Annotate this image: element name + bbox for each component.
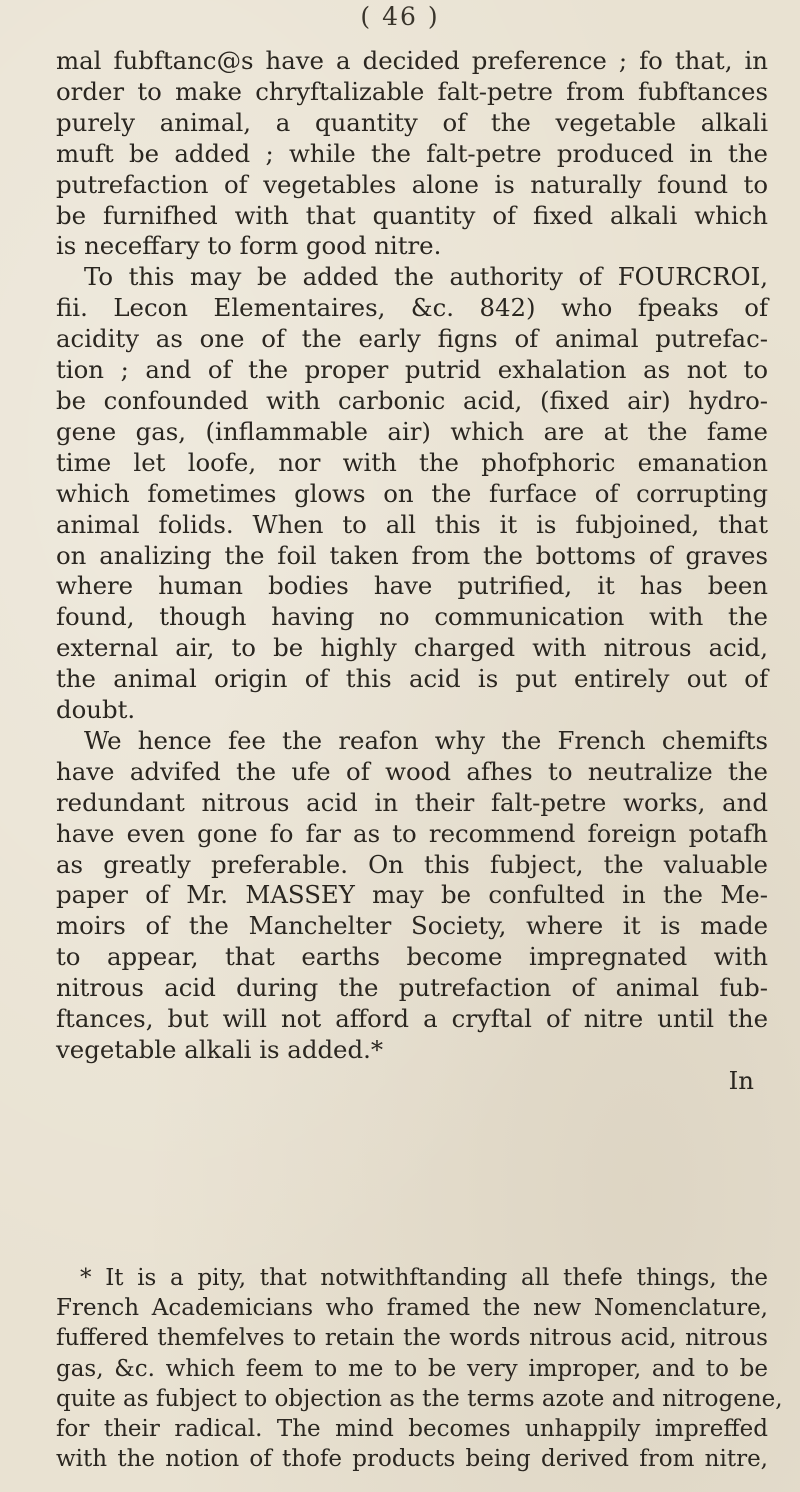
page-number: ( 46 ) (360, 2, 440, 31)
text-line: gene gas, (inflammable air) which are at the fame (56, 416, 768, 446)
text-line: external air, to be highly charged with nitrous acid, (56, 633, 768, 663)
text-line: is neceffary to form good nitre. (56, 231, 442, 261)
text-line: which fometimes glows on the furface of corrupting (56, 478, 768, 508)
catchword: In (728, 1065, 754, 1095)
text-line: animal folids. When to all this it is fubjoined, that (56, 509, 768, 539)
text-line: as greatly preferable. On this fubject, the valuable (56, 849, 768, 879)
text-line: order to make chryftalizable falt-petre from fubftances (56, 76, 768, 106)
footnote-line: fuffered themfelves to retain the words nitrous acid, nitrous (56, 1325, 768, 1352)
footnote-line: for their radical. The mind becomes unhappily impreffed (56, 1416, 768, 1443)
text-line: doubt. (56, 695, 136, 725)
text-line: nitrous acid during the putrefaction of animal fub- (56, 973, 768, 1003)
text-line: the animal origin of this acid is put entirely out of (56, 664, 768, 694)
text-line: have advifed the ufe of wood afhes to neutralize the (56, 756, 768, 786)
footnote-line: quite as fubject to objection as the terms azote and nitrogene, (56, 1385, 783, 1412)
text-line: purely animal, a quantity of the vegetable alkali (56, 107, 768, 137)
paragraph-start-line: To this may be added the authority of FOURCROI, (84, 262, 768, 292)
text-line: have even gone fo far as to recommend foreign potafh (56, 818, 768, 848)
text-line: moirs of the Manchelter Society, where it is made (56, 911, 768, 941)
text-line: vegetable alkali is added.* (56, 1035, 384, 1064)
text-line: found, though having no communication with the (56, 602, 768, 632)
footnote-line: with the notion of thofe products being derived from nitre, (56, 1446, 768, 1473)
main-text (56, 46, 768, 1097)
text-line: where human bodies have putrified, it has been (56, 571, 768, 601)
footnote-line: * It is a pity, that notwithftanding all thefe things, the (80, 1265, 768, 1291)
text-line: fii. Lecon Elementaires, &c. 842) who fpeaks of (56, 293, 768, 323)
text-line: mal fubftanc@s have a decided preference ; fo that, in (56, 46, 768, 75)
text-line: to appear, that earths become impregnated with (56, 942, 768, 972)
text-line: ftances, but will not afford a cryftal of nitre until the (56, 1004, 768, 1034)
text-line: on analizing the foil taken from the bottoms of graves (56, 540, 768, 570)
text-line: acidity as one of the early figns of animal putrefac- (56, 324, 768, 354)
text-line: paper of Mr. MASSEY may be confulted in the Me- (56, 880, 768, 910)
paragraph-start-line: We hence fee the reafon why the French chemifts (84, 725, 768, 755)
text-line: be furnifhed with that quantity of fixed alkali which (56, 200, 768, 230)
footnote (56, 1263, 783, 1474)
text-line: tion ; and of the proper putrid exhalation as not to (56, 355, 768, 385)
text-line: be confounded with carbonic acid, (fixed air) hydro- (56, 385, 768, 415)
footnote-line: gas, &c. which feem to me to be very improper, and to be (56, 1355, 768, 1382)
text-line: redundant nitrous acid in their falt-petre works, and (56, 787, 768, 817)
text-line: putrefaction of vegetables alone is naturally found to (56, 169, 768, 199)
footnote-line: French Academicians who framed the new Nomenclature, (56, 1295, 768, 1322)
text-line: muft be added ; while the falt-petre produced in the (56, 138, 768, 168)
text-line: time let loofe, nor with the phofphoric emanation (56, 447, 768, 477)
